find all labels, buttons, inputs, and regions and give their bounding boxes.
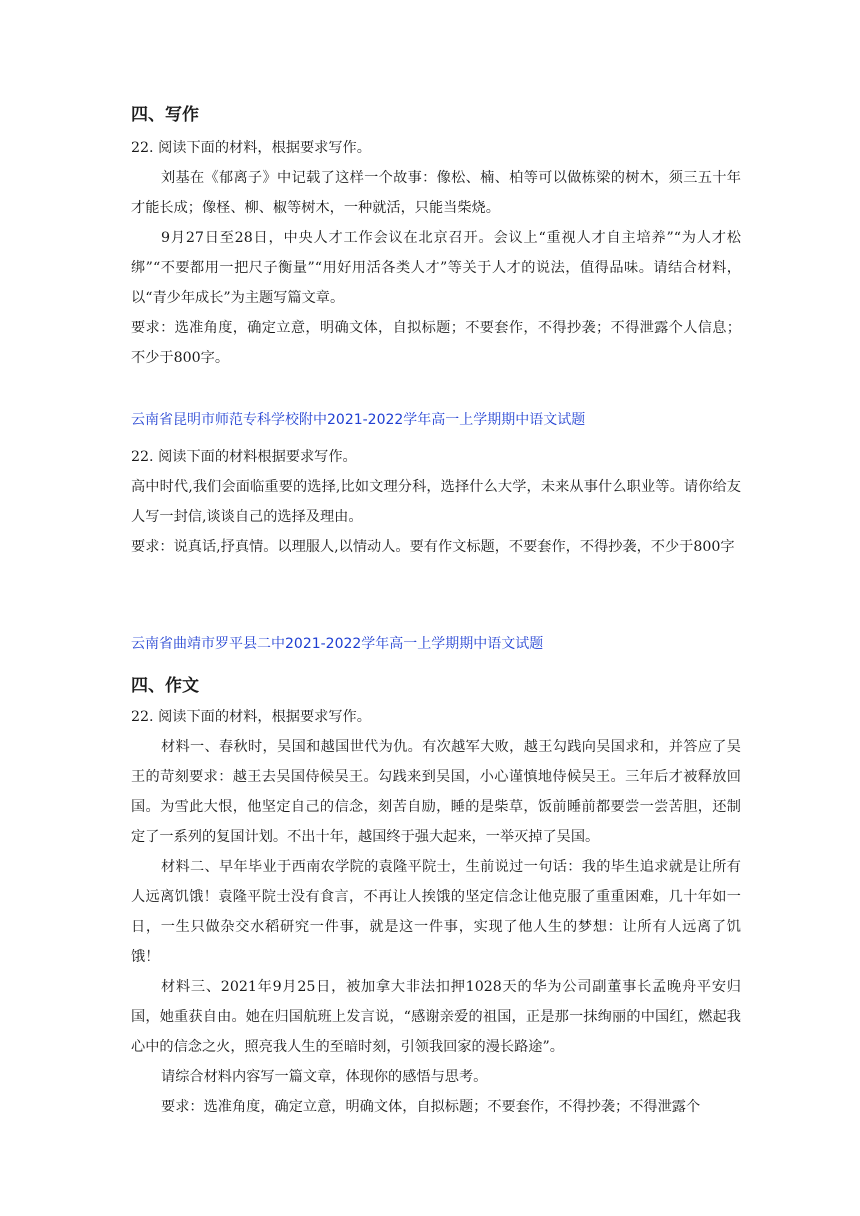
section-writing-2 xyxy=(131,442,741,562)
question-stem: 22. 阅读下面的材料，根据要求写作。 xyxy=(131,709,371,725)
writing-prompt: 请综合材料内容写一篇文章，体现你的感悟与思考。 xyxy=(161,1069,488,1085)
requirements: 要求：选准角度，确定立意，明确文体，自拟标题；不要套作，不得抄袭；不得泄露个 xyxy=(161,1099,701,1115)
material-paragraph: 材料三、2021年9月25日，被加拿大非法扣押1028天的华为公司副董事长孟晚舟平安归国，她重获自由。她在归国航班上发言说，“感谢亲爱的祖国，正是那一抹绚丽的中国红，燃起我心中的信念之火，照亮我人生的至暗时刻，引领我回家的漫长路途”。 xyxy=(131,979,741,1055)
section-heading: 四、作文 xyxy=(131,676,199,696)
requirements: 要求：说真话,抒真情。以理服人,以情动人。要有作文标题，不要套作，不得抄袭，不少于800字 xyxy=(131,539,735,555)
material-paragraph: 高中时代,我们会面临重要的选择,比如文理分科，选择什么大学，未来从事什么职业等。请你给友人写一封信,谈谈自己的选择及理由。 xyxy=(131,479,741,525)
requirements: 要求：选准角度，确定立意，明确文体，自拟标题；不要套作，不得抄袭；不得泄露个人信息；不少于800字。 xyxy=(131,320,741,366)
section-heading: 四、写作 xyxy=(131,105,199,125)
source-link[interactable]: 云南省昆明市师范专科学校附中2021-2022学年高一上学期期中语文试题 xyxy=(131,412,586,428)
material-paragraph: 材料一、春秋时，吴国和越国世代为仇。有次越军大败，越王勾践向吴国求和，并答应了吴王的苛刻要求：越王去吴国侍候吴王。勾践来到吴国，小心谨慎地侍候吴王。三年后才被释放回国。为雪此大恨，他坚定自己的信念，刻苦自励，睡的是柴草，饭前睡前都要尝一尝苦胆，还制定了一系列的复国计划。不出十年，越国终于强大起来，一举灭掉了吴国。 xyxy=(131,739,741,845)
question-stem: 22. 阅读下面的材料，根据要求写作。 xyxy=(131,140,371,156)
material-paragraph: 刘基在《郁离子》中记载了这样一个故事：像松、楠、柏等可以做栋梁的树木，须三五十年才能长成；像柽、柳、椒等树木，一种就活，只能当柴烧。 xyxy=(131,170,741,216)
material-paragraph: 9月27日至28日，中央人才工作会议在北京召开。会议上“重视人才自主培养”“为人才松绑”“不要都用一把尺子衡量”“用好用活各类人才”等关于人才的说法，值得品味。请结合材料，以“青少年成长”为主题写篇文章。 xyxy=(131,230,741,306)
section-writing-3 xyxy=(131,674,741,1122)
source-link[interactable]: 云南省曲靖市罗平县二中2021-2022学年高一上学期期中语文试题 xyxy=(131,636,544,652)
section-writing-1 xyxy=(131,103,741,373)
material-paragraph: 材料二、早年毕业于西南农学院的袁隆平院士，生前说过一句话：我的毕生追求就是让所有人远离饥饿！袁隆平院士没有食言，不再让人挨饿的坚定信念让他克服了重重困难，几十年如一日，一生只做杂交水稻研究一件事，就是这一件事，实现了他人生的梦想：让所有人远离了饥饿！ xyxy=(131,859,741,965)
question-stem: 22. 阅读下面的材料根据要求写作。 xyxy=(131,449,357,465)
